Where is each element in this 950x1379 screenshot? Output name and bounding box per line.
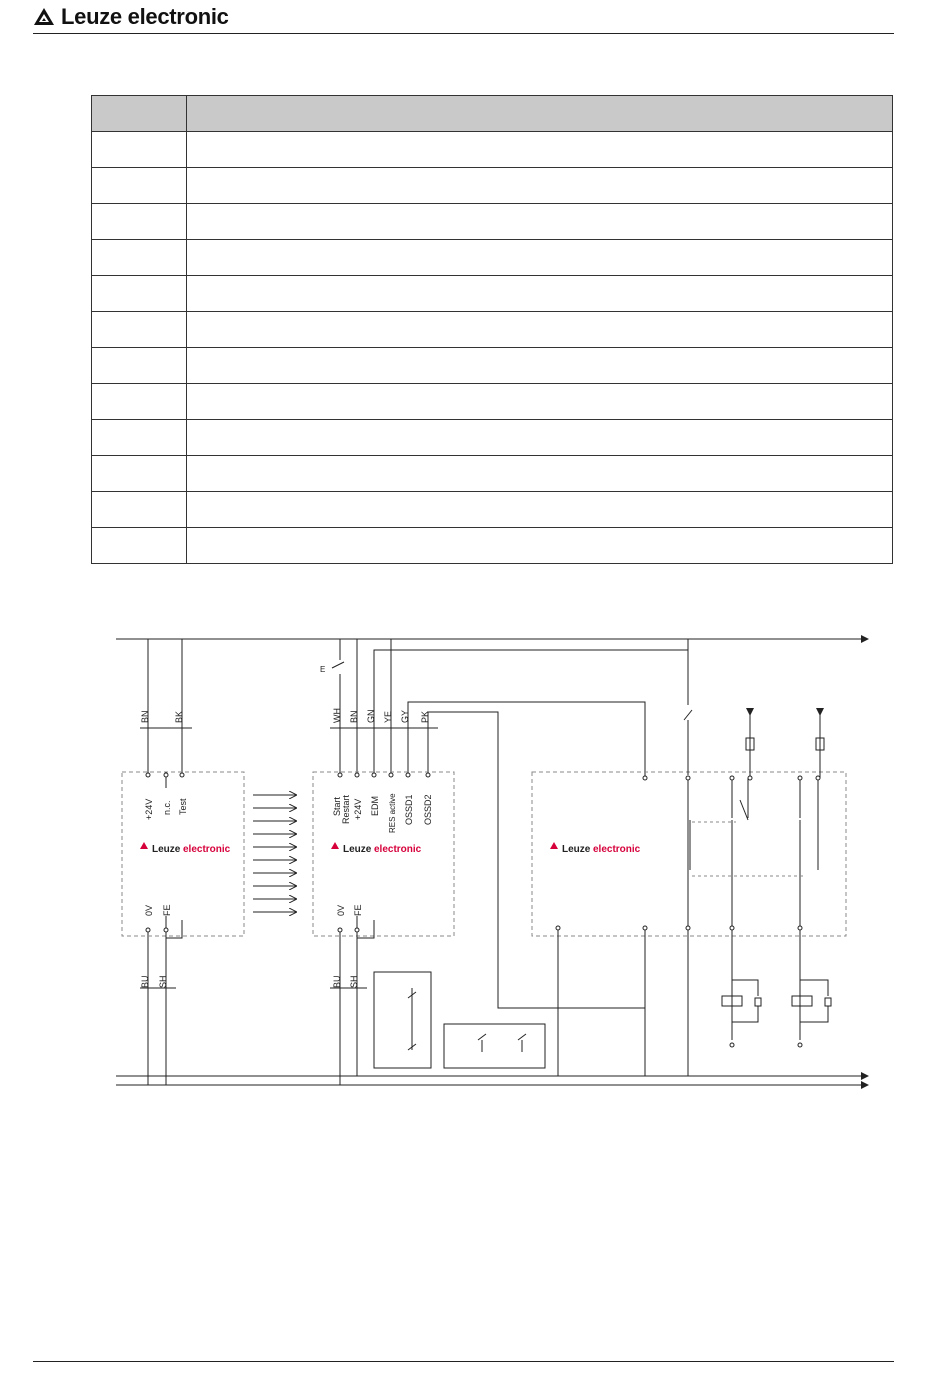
wire-label-pk: PK: [420, 710, 430, 723]
module1-brand: [140, 842, 231, 855]
data-table: [91, 95, 893, 564]
wire-label-sh-1: SH: [158, 975, 168, 988]
table-cell-value: [187, 276, 893, 312]
table-cell-value: [187, 384, 893, 420]
pin-label-24v-1: +24V: [144, 798, 154, 820]
wire-label-gy: GY: [400, 709, 410, 723]
table-cell-key: [92, 204, 187, 240]
module3-brand: [550, 842, 641, 855]
module2-brand-b: electronic: [374, 844, 422, 855]
pin-label-fe-1: FE: [162, 904, 172, 916]
table-cell-value: [187, 528, 893, 564]
table-row: [92, 492, 893, 528]
pin-label-start: Start: [332, 796, 342, 816]
pin-label-ossd1: OSSD1: [404, 794, 414, 825]
table-row: [92, 168, 893, 204]
module2-brand: [331, 842, 422, 855]
wire-label-ye: YE: [383, 710, 393, 723]
wire-label-bu-1: BU: [140, 975, 150, 988]
table-row: [92, 528, 893, 564]
table-row: [92, 348, 893, 384]
table-row: [92, 276, 893, 312]
pin-label-24v-2: +24V: [353, 798, 363, 820]
table-cell-key: [92, 348, 187, 384]
table-cell-key: [92, 420, 187, 456]
table-cell-value: [187, 168, 893, 204]
table-cell-key: [92, 240, 187, 276]
table-header-row: [92, 96, 893, 132]
table-cell-value: [187, 204, 893, 240]
switch-label-e: E: [320, 665, 326, 674]
wire-label-sh-2: SH: [349, 975, 359, 988]
wire-label-bn-2: BN: [349, 710, 359, 723]
table-cell-value: [187, 240, 893, 276]
table-row: [92, 204, 893, 240]
table-cell-key: [92, 456, 187, 492]
pin-label-fe-2: FE: [353, 904, 363, 916]
table-body: [92, 132, 893, 564]
table-cell-value: [187, 456, 893, 492]
table-cell-key: [92, 384, 187, 420]
module3-brand-b: electronic: [593, 844, 641, 855]
table-cell-value: [187, 348, 893, 384]
table-cell-key: [92, 168, 187, 204]
module1-brand-a: Leuze: [152, 844, 181, 855]
pin-label-restart: Restart: [341, 794, 351, 824]
module1-brand-b: electronic: [183, 844, 231, 855]
table-row: [92, 384, 893, 420]
brand-logo: [33, 4, 229, 30]
wiring-diagram: [0, 620, 950, 1100]
footer-rule: [33, 1361, 894, 1362]
table-row: [92, 456, 893, 492]
pin-label-edm: EDM: [370, 796, 380, 816]
leuze-logo-icon: [33, 7, 55, 27]
table-row: [92, 132, 893, 168]
table-cell-value: [187, 132, 893, 168]
table-cell-value: [187, 420, 893, 456]
table-row: [92, 240, 893, 276]
table-cell-key: [92, 276, 187, 312]
wire-label-wh: WH: [332, 708, 342, 723]
table-row: [92, 420, 893, 456]
brand-name: Leuze electronic: [61, 4, 229, 29]
pin-label-0v-1: 0V: [144, 904, 154, 916]
wire-label-bn-1: BN: [140, 710, 150, 723]
module2-brand-a: Leuze: [343, 844, 372, 855]
pin-label-test-1: Test: [178, 798, 188, 815]
pin-label-0v-2: 0V: [336, 904, 346, 916]
pin-label-nc-1: n.c.: [162, 800, 172, 815]
table-cell-key: [92, 528, 187, 564]
wire-label-gn: GN: [366, 709, 376, 723]
wire-label-bk-1: BK: [174, 710, 184, 723]
pin-label-res-active: RES active: [388, 793, 397, 833]
table-cell-key: [92, 312, 187, 348]
pin-label-ossd2: OSSD2: [423, 794, 433, 825]
table-cell-key: [92, 492, 187, 528]
module3-brand-a: Leuze: [562, 844, 591, 855]
table-cell-value: [187, 312, 893, 348]
wire-label-bu-2: BU: [332, 975, 342, 988]
page-header: [33, 0, 894, 34]
table-cell-key: [92, 132, 187, 168]
table-row: [92, 312, 893, 348]
table-cell-value: [187, 492, 893, 528]
